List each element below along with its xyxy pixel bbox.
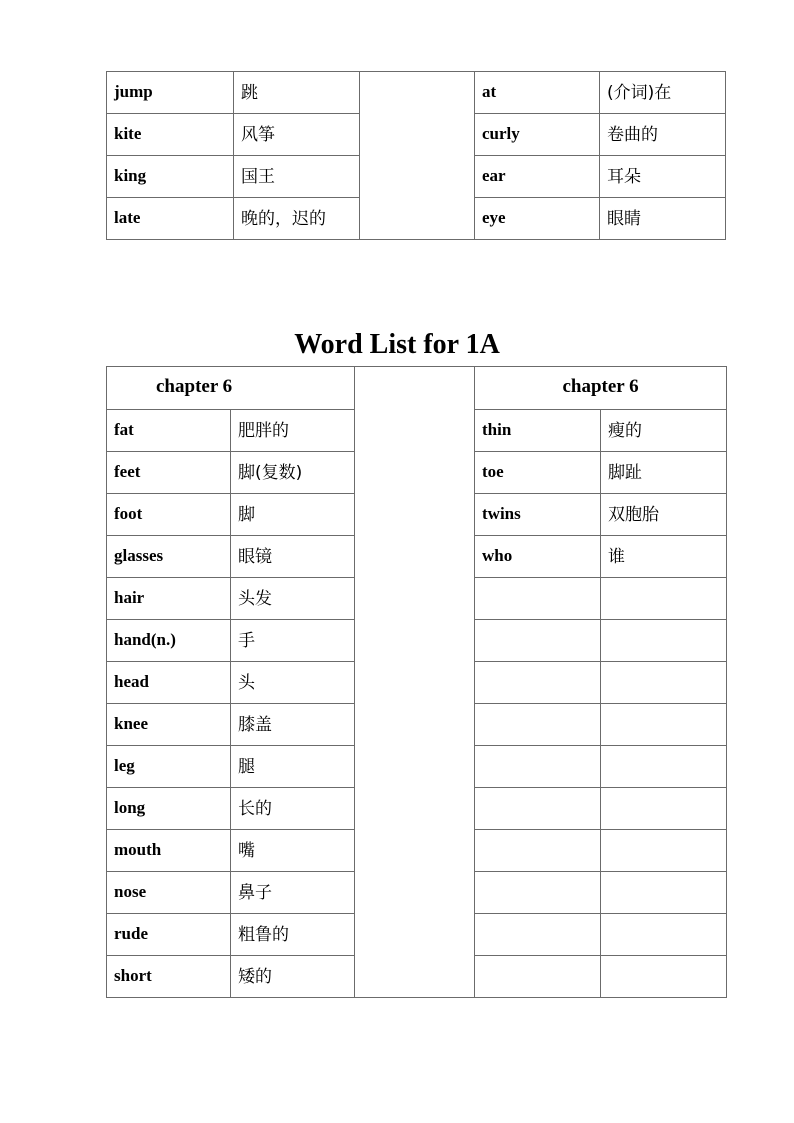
empty-cell xyxy=(475,872,601,914)
word-chinese: 晚的，迟的 xyxy=(234,198,360,240)
empty-cell xyxy=(601,956,727,998)
word-english: head xyxy=(107,662,231,704)
chapter-header-left: chapter 6 xyxy=(107,367,355,410)
word-chinese: 手 xyxy=(231,620,355,662)
word-english: hand(n.) xyxy=(107,620,231,662)
word-chinese: 嘴 xyxy=(231,830,355,872)
word-chinese: 膝盖 xyxy=(231,704,355,746)
empty-cell xyxy=(601,578,727,620)
column-spacer xyxy=(360,72,475,240)
word-chinese: 腿 xyxy=(231,746,355,788)
word-chinese: 脚(复数) xyxy=(231,452,355,494)
word-chinese: 跳 xyxy=(234,72,360,114)
word-chinese: 国王 xyxy=(234,156,360,198)
word-chinese: 矮的 xyxy=(231,956,355,998)
empty-cell xyxy=(475,914,601,956)
empty-cell xyxy=(601,704,727,746)
word-chinese: 眼睛 xyxy=(600,198,726,240)
word-english: king xyxy=(107,156,234,198)
word-chinese: 脚趾 xyxy=(601,452,727,494)
empty-cell xyxy=(475,578,601,620)
empty-cell xyxy=(475,746,601,788)
word-chinese: 粗鲁的 xyxy=(231,914,355,956)
chapter-header-right: chapter 6 xyxy=(475,367,727,410)
word-english: knee xyxy=(107,704,231,746)
word-english: fat xyxy=(107,410,231,452)
empty-cell xyxy=(475,620,601,662)
word-chinese: 眼镜 xyxy=(231,536,355,578)
word-chinese: 长的 xyxy=(231,788,355,830)
word-english: short xyxy=(107,956,231,998)
word-english: glasses xyxy=(107,536,231,578)
word-english: who xyxy=(475,536,601,578)
empty-cell xyxy=(601,872,727,914)
word-english: ear xyxy=(475,156,600,198)
word-chinese: 双胞胎 xyxy=(601,494,727,536)
empty-cell xyxy=(475,704,601,746)
word-english: leg xyxy=(107,746,231,788)
word-chinese: 头 xyxy=(231,662,355,704)
empty-cell xyxy=(601,914,727,956)
word-english: feet xyxy=(107,452,231,494)
word-english: jump xyxy=(107,72,234,114)
word-chinese: 鼻子 xyxy=(231,872,355,914)
word-english: kite xyxy=(107,114,234,156)
word-english: foot xyxy=(107,494,231,536)
word-chinese: (介词)在 xyxy=(600,72,726,114)
empty-cell xyxy=(601,662,727,704)
word-chinese: 瘦的 xyxy=(601,410,727,452)
empty-cell xyxy=(601,620,727,662)
empty-cell xyxy=(475,788,601,830)
word-chinese: 头发 xyxy=(231,578,355,620)
column-spacer xyxy=(355,367,475,998)
empty-cell xyxy=(601,788,727,830)
empty-cell xyxy=(475,956,601,998)
word-english: curly xyxy=(475,114,600,156)
word-chinese: 卷曲的 xyxy=(600,114,726,156)
word-english: thin xyxy=(475,410,601,452)
empty-cell xyxy=(475,830,601,872)
empty-cell xyxy=(601,830,727,872)
bottom-word-table xyxy=(106,366,727,998)
table-header-row xyxy=(107,367,727,410)
word-english: nose xyxy=(107,872,231,914)
word-chinese: 谁 xyxy=(601,536,727,578)
top-word-table xyxy=(106,71,726,240)
empty-cell xyxy=(601,746,727,788)
word-english: at xyxy=(475,72,600,114)
word-chinese: 脚 xyxy=(231,494,355,536)
table-row xyxy=(107,72,726,114)
empty-cell xyxy=(475,662,601,704)
word-english: late xyxy=(107,198,234,240)
word-chinese: 耳朵 xyxy=(600,156,726,198)
word-english: mouth xyxy=(107,830,231,872)
page-title: Word List for 1A xyxy=(294,329,500,360)
word-english: rude xyxy=(107,914,231,956)
word-english: eye xyxy=(475,198,600,240)
word-chinese: 肥胖的 xyxy=(231,410,355,452)
word-english: twins xyxy=(475,494,601,536)
word-chinese: 风筝 xyxy=(234,114,360,156)
word-english: hair xyxy=(107,578,231,620)
word-english: toe xyxy=(475,452,601,494)
word-english: long xyxy=(107,788,231,830)
